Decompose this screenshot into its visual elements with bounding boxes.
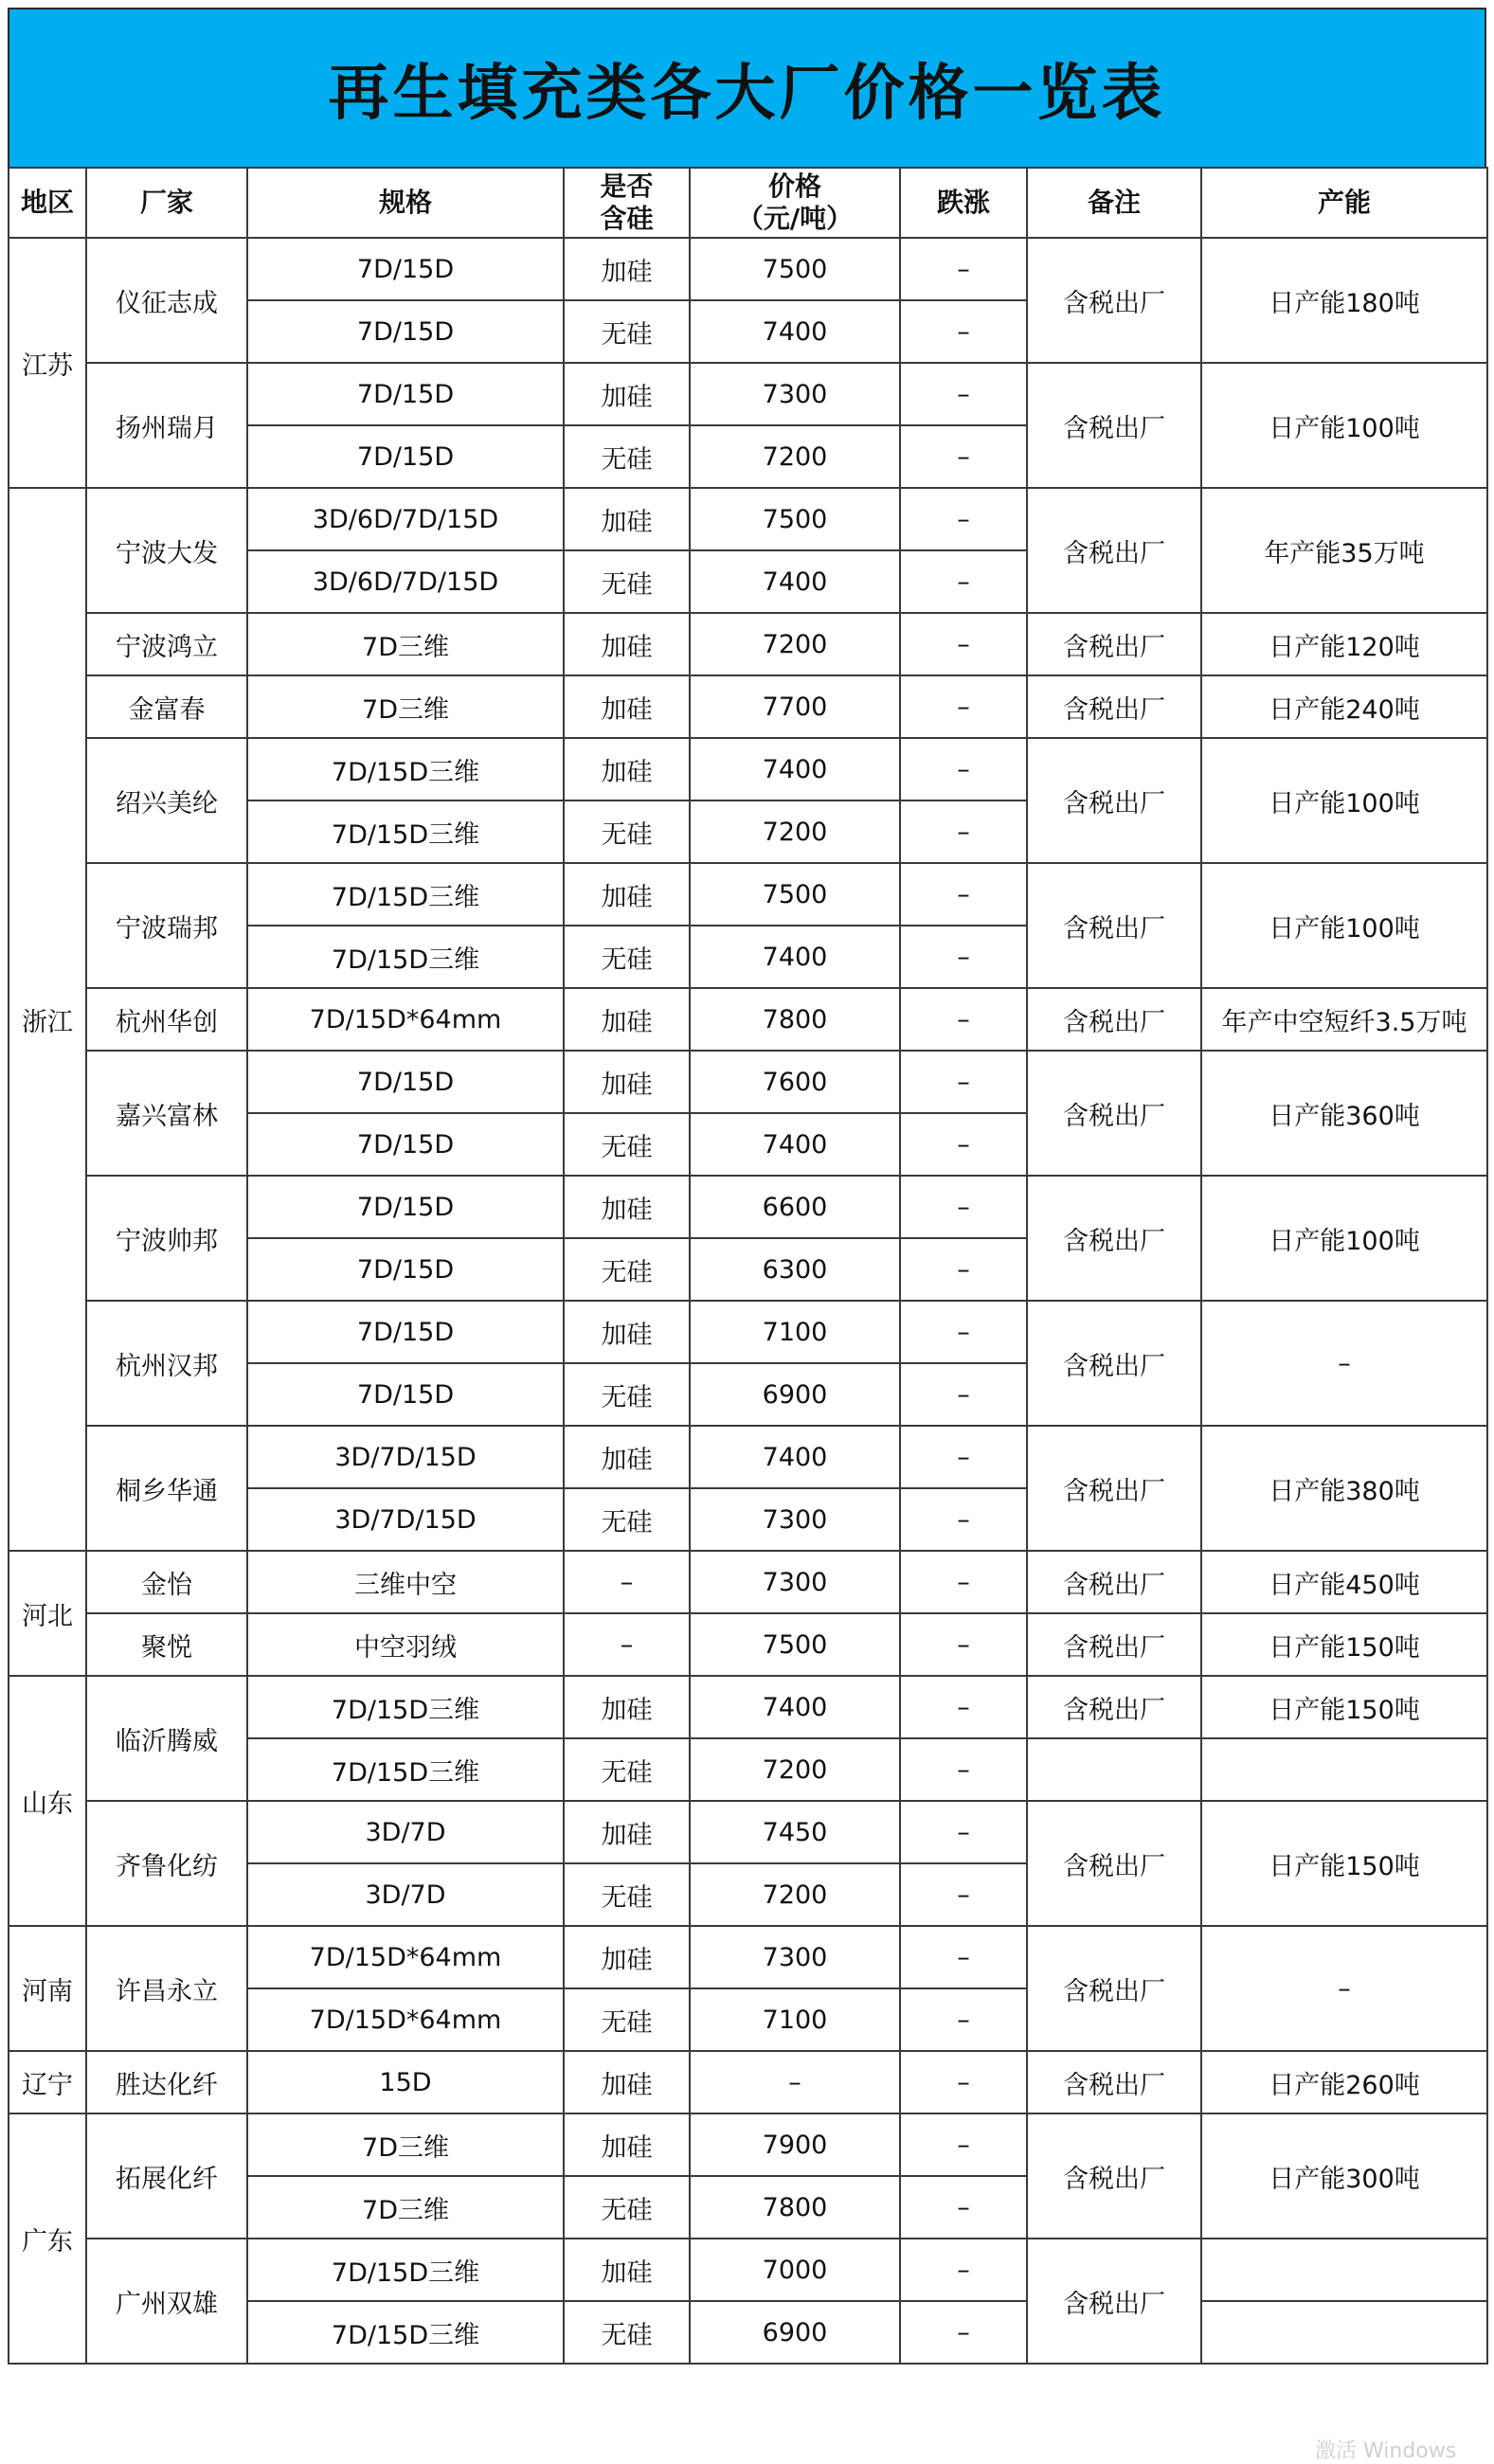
cell-change: – [900,2301,1027,2364]
cell-silicon: 无硅 [564,2301,690,2364]
cell-note: 含税出厂 [1027,1926,1201,2051]
cell-spec: 7D/15D三维 [247,1738,564,1801]
cell-silicon: 无硅 [564,1363,690,1426]
cell-capacity: 日产能100吨 [1201,363,1487,488]
cell-price: 6900 [690,1363,900,1426]
cell-note: 含税出厂 [1027,1176,1201,1301]
table-body [9,238,1487,2364]
cell-change: – [900,1738,1027,1801]
cell-price: 7400 [690,550,900,613]
cell-silicon: 加硅 [564,613,690,675]
cell-spec: 7D三维 [247,613,564,675]
cell-price: 7200 [690,425,900,488]
cell-capacity: 日产能100吨 [1201,1176,1487,1301]
cell-price: 7700 [690,675,900,738]
cell-price: 7600 [690,1051,900,1113]
header-spec: 规格 [247,168,564,238]
cell-silicon: 加硅 [564,738,690,800]
cell-note: 含税出厂 [1027,2113,1201,2239]
cell-price: 7100 [690,1988,900,2051]
cell-factory: 胜达化纤 [86,2051,247,2113]
page-title-banner [8,8,1486,167]
cell-spec: 7D/15D [247,1238,564,1301]
header-factory: 厂家 [86,168,247,238]
cell-silicon: 无硅 [564,2176,690,2239]
cell-change: – [900,1801,1027,1863]
cell-spec: 7D三维 [247,675,564,738]
cell-change: – [900,926,1027,988]
table-row [9,1176,1487,1238]
cell-silicon: 加硅 [564,2239,690,2301]
cell-capacity: 日产能150吨 [1201,1613,1487,1676]
cell-capacity: 日产能240吨 [1201,675,1487,738]
header-price [690,168,900,238]
cell-price: 7400 [690,1113,900,1176]
cell-change: – [900,2051,1027,2113]
cell-factory: 聚悦 [86,1613,247,1676]
cell-factory: 广州双雄 [86,2239,247,2364]
table-row [9,1926,1487,1988]
cell-spec: 3D/6D/7D/15D [247,488,564,550]
cell-change: – [900,1676,1027,1738]
cell-factory: 杭州汉邦 [86,1301,247,1426]
cell-factory: 扬州瑞月 [86,363,247,488]
cell-change: – [900,2239,1027,2301]
cell-price: 6300 [690,1238,900,1301]
cell-capacity: 日产能100吨 [1201,738,1487,863]
cell-spec: 7D/15D [247,1363,564,1426]
cell-spec: 7D/15D*64mm [247,988,564,1051]
table-row [9,675,1487,738]
header-change: 跌涨 [900,168,1027,238]
table-row [9,1301,1487,1363]
cell-silicon: 加硅 [564,1301,690,1363]
cell-note: 含税出厂 [1027,2051,1201,2113]
cell-capacity: 日产能120吨 [1201,613,1487,675]
cell-spec: 3D/7D/15D [247,1426,564,1488]
cell-change: – [900,363,1027,425]
cell-silicon: – [564,1613,690,1676]
cell-price: 6900 [690,2301,900,2364]
cell-note: 含税出厂 [1027,738,1201,863]
header-note: 备注 [1027,168,1201,238]
cell-capacity: 日产能360吨 [1201,1051,1487,1176]
cell-price: 7300 [690,1551,900,1613]
cell-capacity: – [1201,1926,1487,2051]
table-row [9,363,1487,425]
cell-price: 7200 [690,800,900,863]
header-row [9,168,1487,238]
cell-price: 7800 [690,988,900,1051]
cell-note: 含税出厂 [1027,363,1201,488]
cell-factory: 齐鲁化纺 [86,1801,247,1926]
table-row [9,988,1487,1051]
cell-note: 含税出厂 [1027,1426,1201,1551]
cell-silicon: 无硅 [564,800,690,863]
table-row [9,1051,1487,1113]
cell-price: 7200 [690,1738,900,1801]
cell-price: 7300 [690,1926,900,1988]
cell-capacity: 年产能35万吨 [1201,488,1487,613]
cell-change: – [900,675,1027,738]
cell-price: 7500 [690,238,900,300]
cell-price: 7450 [690,1801,900,1863]
cell-silicon: 无硅 [564,425,690,488]
cell-factory: 宁波鸿立 [86,613,247,675]
cell-note: 含税出厂 [1027,613,1201,675]
cell-factory: 宁波帅邦 [86,1176,247,1301]
cell-spec: 7D/15D三维 [247,800,564,863]
cell-change: – [900,738,1027,800]
cell-capacity: 日产能260吨 [1201,2051,1487,2113]
cell-factory: 拓展化纤 [86,2113,247,2239]
cell-note [1027,1738,1201,1801]
cell-capacity: 日产能380吨 [1201,1426,1487,1551]
cell-silicon: 加硅 [564,1801,690,1863]
cell-region: 山东 [9,1676,86,1926]
cell-change: – [900,238,1027,300]
cell-change: – [900,1613,1027,1676]
cell-silicon: 无硅 [564,1863,690,1926]
cell-spec: 7D/15D三维 [247,2301,564,2364]
cell-spec: 7D/15D三维 [247,926,564,988]
cell-note: 含税出厂 [1027,1613,1201,1676]
header-silicon-line1: 是否 [600,171,654,202]
cell-capacity: 日产能450吨 [1201,1551,1487,1613]
cell-capacity [1201,1738,1487,1801]
header-silicon [564,168,690,238]
cell-silicon: 无硅 [564,1738,690,1801]
table-row [9,2239,1487,2301]
cell-change: – [900,1363,1027,1426]
cell-change: – [900,300,1027,363]
cell-spec: 7D/15D [247,363,564,425]
cell-factory: 绍兴美纶 [86,738,247,863]
cell-region: 辽宁 [9,2051,86,2113]
cell-silicon: 加硅 [564,1426,690,1488]
cell-change: – [900,2176,1027,2239]
cell-region: 河南 [9,1926,86,2051]
cell-spec: 7D/15D三维 [247,1676,564,1738]
cell-region: 江苏 [9,238,86,488]
cell-change: – [900,1988,1027,2051]
cell-spec: 7D三维 [247,2176,564,2239]
cell-price: 7300 [690,363,900,425]
cell-price: 6600 [690,1176,900,1238]
cell-factory: 桐乡华通 [86,1426,247,1551]
cell-change: – [900,1301,1027,1363]
cell-change: – [900,800,1027,863]
cell-spec: 7D/15D [247,425,564,488]
cell-change: – [900,1176,1027,1238]
cell-price: 7500 [690,488,900,550]
cell-region: 浙江 [9,488,86,1551]
cell-silicon: 加硅 [564,988,690,1051]
table-row [9,488,1487,550]
cell-factory: 杭州华创 [86,988,247,1051]
table-row [9,2113,1487,2176]
cell-price: 7400 [690,1426,900,1488]
cell-silicon: 无硅 [564,926,690,988]
cell-note: 含税出厂 [1027,1676,1201,1738]
cell-spec: 7D/15D [247,300,564,363]
cell-change: – [900,1426,1027,1488]
cell-spec: 7D/15D [247,238,564,300]
cell-capacity [1201,2239,1487,2301]
cell-spec: 3D/7D [247,1801,564,1863]
cell-spec: 7D/15D三维 [247,2239,564,2301]
table-row [9,738,1487,800]
cell-note: 含税出厂 [1027,988,1201,1051]
cell-price: 7400 [690,926,900,988]
cell-note: 含税出厂 [1027,863,1201,988]
cell-silicon: 加硅 [564,863,690,926]
header-silicon-line2: 含硅 [600,203,654,234]
cell-spec: 7D/15D*64mm [247,1926,564,1988]
cell-factory: 仪征志成 [86,238,247,363]
cell-price: 7500 [690,1613,900,1676]
cell-note: 含税出厂 [1027,1801,1201,1926]
cell-spec: 三维中空 [247,1551,564,1613]
cell-change: – [900,1113,1027,1176]
cell-silicon: 无硅 [564,1988,690,2051]
table-row [9,2051,1487,2113]
cell-factory: 金怡 [86,1551,247,1613]
cell-silicon: 加硅 [564,675,690,738]
cell-silicon: 加硅 [564,1676,690,1738]
cell-factory: 临沂腾威 [86,1676,247,1801]
cell-note: 含税出厂 [1027,1301,1201,1426]
cell-capacity: – [1201,1301,1487,1426]
cell-factory: 金富春 [86,675,247,738]
cell-silicon: 加硅 [564,2113,690,2176]
cell-price: 7100 [690,1301,900,1363]
cell-price: 7800 [690,2176,900,2239]
price-table [8,167,1488,2365]
header-price-line2: （元/吨） [736,203,854,234]
cell-price: 7000 [690,2239,900,2301]
cell-silicon: 加硅 [564,238,690,300]
cell-silicon: 无硅 [564,300,690,363]
cell-note: 含税出厂 [1027,2239,1201,2364]
cell-silicon: 加硅 [564,1176,690,1238]
cell-spec: 7D三维 [247,2113,564,2176]
header-region: 地区 [9,168,86,238]
cell-silicon: 加硅 [564,363,690,425]
cell-factory: 宁波瑞邦 [86,863,247,988]
cell-price: 7400 [690,1676,900,1738]
header-capacity: 产能 [1201,168,1487,238]
cell-silicon: 加硅 [564,488,690,550]
cell-change: – [900,1488,1027,1551]
header-price-line1: 价格 [767,171,821,202]
cell-change: – [900,1238,1027,1301]
cell-note: 含税出厂 [1027,488,1201,613]
cell-price: 7500 [690,863,900,926]
cell-silicon: 加硅 [564,1926,690,1988]
cell-silicon: 无硅 [564,1238,690,1301]
windows-watermark: 激活 Windows [1315,2439,1457,2463]
cell-region: 河北 [9,1551,86,1676]
cell-spec: 3D/6D/7D/15D [247,550,564,613]
cell-spec: 15D [247,2051,564,2113]
cell-change: – [900,1051,1027,1113]
cell-region: 广东 [9,2113,86,2364]
cell-change: – [900,988,1027,1051]
cell-capacity: 日产能180吨 [1201,238,1487,363]
table-row [9,1613,1487,1676]
cell-capacity [1201,2301,1487,2364]
table-row [9,1551,1487,1613]
cell-change: – [900,863,1027,926]
cell-change: – [900,488,1027,550]
cell-change: – [900,613,1027,675]
cell-capacity: 日产能100吨 [1201,863,1487,988]
cell-change: – [900,550,1027,613]
cell-spec: 7D/15D [247,1301,564,1363]
cell-spec: 7D/15D三维 [247,863,564,926]
table-row [9,1801,1487,1863]
cell-spec: 中空羽绒 [247,1613,564,1676]
table-row [9,238,1487,300]
cell-spec: 7D/15D三维 [247,738,564,800]
cell-price: 7400 [690,300,900,363]
cell-silicon: 加硅 [564,1051,690,1113]
table-row [9,613,1487,675]
cell-price: 7400 [690,738,900,800]
cell-factory: 宁波大发 [86,488,247,613]
cell-silicon: 加硅 [564,2051,690,2113]
cell-price: 7200 [690,613,900,675]
cell-spec: 3D/7D [247,1863,564,1926]
cell-capacity: 日产能150吨 [1201,1676,1487,1738]
cell-factory: 许昌永立 [86,1926,247,2051]
cell-capacity: 年产中空短纤3.5万吨 [1201,988,1487,1051]
cell-spec: 7D/15D [247,1113,564,1176]
table-row [9,1676,1487,1738]
cell-change: – [900,425,1027,488]
cell-spec: 7D/15D [247,1051,564,1113]
cell-spec: 3D/7D/15D [247,1488,564,1551]
cell-note: 含税出厂 [1027,1551,1201,1613]
cell-silicon: 无硅 [564,1488,690,1551]
cell-change: – [900,1863,1027,1926]
cell-price: – [690,2051,900,2113]
page-title: 再生填充类各大厂价格一览表 [328,59,1166,129]
cell-price: 7300 [690,1488,900,1551]
cell-note: 含税出厂 [1027,1051,1201,1176]
cell-capacity: 日产能300吨 [1201,2113,1487,2239]
cell-change: – [900,2113,1027,2176]
cell-capacity: 日产能150吨 [1201,1801,1487,1926]
cell-note: 含税出厂 [1027,675,1201,738]
cell-silicon: 无硅 [564,550,690,613]
cell-spec: 7D/15D [247,1176,564,1238]
cell-note: 含税出厂 [1027,238,1201,363]
cell-factory: 嘉兴富林 [86,1051,247,1176]
cell-silicon: – [564,1551,690,1613]
cell-price: 7900 [690,2113,900,2176]
cell-spec: 7D/15D*64mm [247,1988,564,2051]
cell-price: 7200 [690,1863,900,1926]
cell-change: – [900,1926,1027,1988]
cell-silicon: 无硅 [564,1113,690,1176]
cell-change: – [900,1551,1027,1613]
table-row [9,1426,1487,1488]
table-row [9,863,1487,926]
